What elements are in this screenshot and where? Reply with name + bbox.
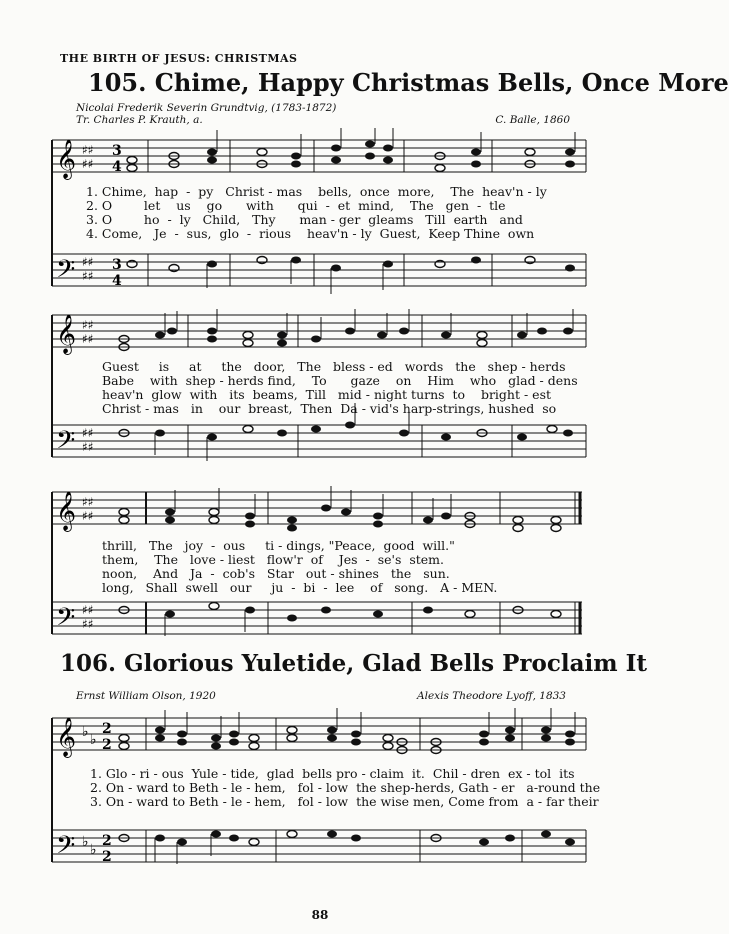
svg-text:𝄞: 𝄞 <box>56 314 77 354</box>
hymn-105-system-2 <box>52 305 588 480</box>
svg-text:♭: ♭ <box>82 724 89 740</box>
hymn-106-system-1 <box>52 706 601 876</box>
hymn-105-author: Nicolai Frederik Severin Grundtvig, (1783-1872) <box>76 102 337 114</box>
hymn-105-sys2-verse-1: Guest is at the door, The bless - ed words the shep - herds <box>102 359 566 374</box>
hymn-105-sys1-verse-4: 4. Come, Je - sus, glo - rious heav'n - ly Guest, Keep Thine own <box>86 226 535 241</box>
svg-text:4: 4 <box>112 159 122 175</box>
svg-text:𝄢: 𝄢 <box>56 426 76 461</box>
svg-text:♯♯: ♯♯ <box>82 332 94 346</box>
svg-text:♭: ♭ <box>82 834 89 850</box>
svg-text:2: 2 <box>102 737 112 753</box>
hymn-105-sys3-verse-2: them, The love - liest flow'r of Jes - se's stem. <box>102 552 444 567</box>
hymn-105-sys2-verse-4: Christ - mas in our breast, Then Da - vid's harp-strings, hushed so <box>102 401 557 416</box>
svg-text:2: 2 <box>102 849 112 865</box>
svg-text:♯♯: ♯♯ <box>82 617 94 631</box>
svg-text:♯♯: ♯♯ <box>82 255 94 269</box>
hymn-106-title: 106. Glorious Yuletide, Glad Bells Proclaim It <box>60 650 647 677</box>
svg-text:♯♯: ♯♯ <box>82 143 94 157</box>
svg-text:♯♯: ♯♯ <box>82 495 94 509</box>
hymn-106-sys1-verse-1: 1. Glo - ri - ous Yule - tide, glad bells pro - claim it. Chil - dren ex - tol its <box>90 766 575 781</box>
hymn-105-sys3-verse-3: noon, And Ja - cob's Star out - shines the sun. <box>102 566 450 581</box>
svg-text:3: 3 <box>112 257 122 273</box>
svg-text:♯♯: ♯♯ <box>82 426 94 440</box>
svg-text:♭: ♭ <box>90 732 97 748</box>
hymn-106-sys1-verse-3: 3. On - ward to Beth - le - hem, fol - low the wise men, Come from a - far their <box>90 794 599 809</box>
svg-text:3: 3 <box>112 143 122 159</box>
hymn-106-author: Ernst William Olson, 1920 <box>76 690 216 702</box>
hymn-105-sys3-verse-1: thrill, The joy - ous ti - dings, "Peace, good will." <box>102 538 455 553</box>
hymn-105-title: 105. Chime, Happy Christmas Bells, Once More <box>88 68 729 97</box>
running-head: THE BIRTH OF JESUS: CHRISTMAS <box>60 52 298 65</box>
hymn-105-sys2-verse-2: Babe with shep - herds find, To gaze on Him who glad - dens <box>102 373 578 388</box>
hymn-105-sys2-verse-3: heav'n glow with its beams, Till mid - night turns to bright - est <box>102 387 552 402</box>
hymn-106-sys1-verse-2: 2. On - ward to Beth - le - hem, fol - low the shep-herds, Gath - er a-round the <box>90 780 601 795</box>
svg-text:𝄢: 𝄢 <box>56 831 76 866</box>
svg-text:2: 2 <box>102 833 112 849</box>
hymn-105-composer: C. Balle, 1860 <box>495 114 570 126</box>
svg-text:♯♯: ♯♯ <box>82 157 94 171</box>
svg-text:♯♯: ♯♯ <box>82 318 94 332</box>
svg-text:♯♯: ♯♯ <box>82 269 94 283</box>
svg-text:𝄞: 𝄞 <box>56 139 77 179</box>
hymn-105-sys1-verse-2: 2. O let us go with qui - et mind, The gen - tle <box>86 198 506 213</box>
hymn-105-system-3 <box>52 480 588 645</box>
hymn-105-translator: Tr. Charles P. Krauth, a. <box>76 114 203 126</box>
page-number: 88 <box>311 908 329 922</box>
hymn-105-sys1-verse-1: 1. Chime, hap - py Christ - mas bells, once more, The heav'n - ly <box>86 184 547 199</box>
svg-text:𝄢: 𝄢 <box>56 603 76 638</box>
hymn-105-sys3-verse-4: long, Shall swell our ju - bi - lee of song. A - MEN. <box>102 580 498 595</box>
svg-text:𝄢: 𝄢 <box>56 255 76 290</box>
svg-text:♭: ♭ <box>90 842 97 858</box>
hymn-105-sys1-verse-3: 3. O ho - ly Child, Thy man - ger gleams Till earth and <box>86 212 523 227</box>
svg-text:♯♯: ♯♯ <box>82 509 94 523</box>
svg-text:♯♯: ♯♯ <box>82 603 94 617</box>
svg-text:𝄞: 𝄞 <box>56 717 77 757</box>
svg-text:𝄞: 𝄞 <box>56 491 77 531</box>
svg-text:4: 4 <box>112 273 122 289</box>
svg-text:2: 2 <box>102 721 112 737</box>
hymn-105-system-1 <box>52 128 588 303</box>
hymn-106-composer: Alexis Theodore Lyoff, 1833 <box>417 690 566 702</box>
svg-text:♯♯: ♯♯ <box>82 440 94 454</box>
